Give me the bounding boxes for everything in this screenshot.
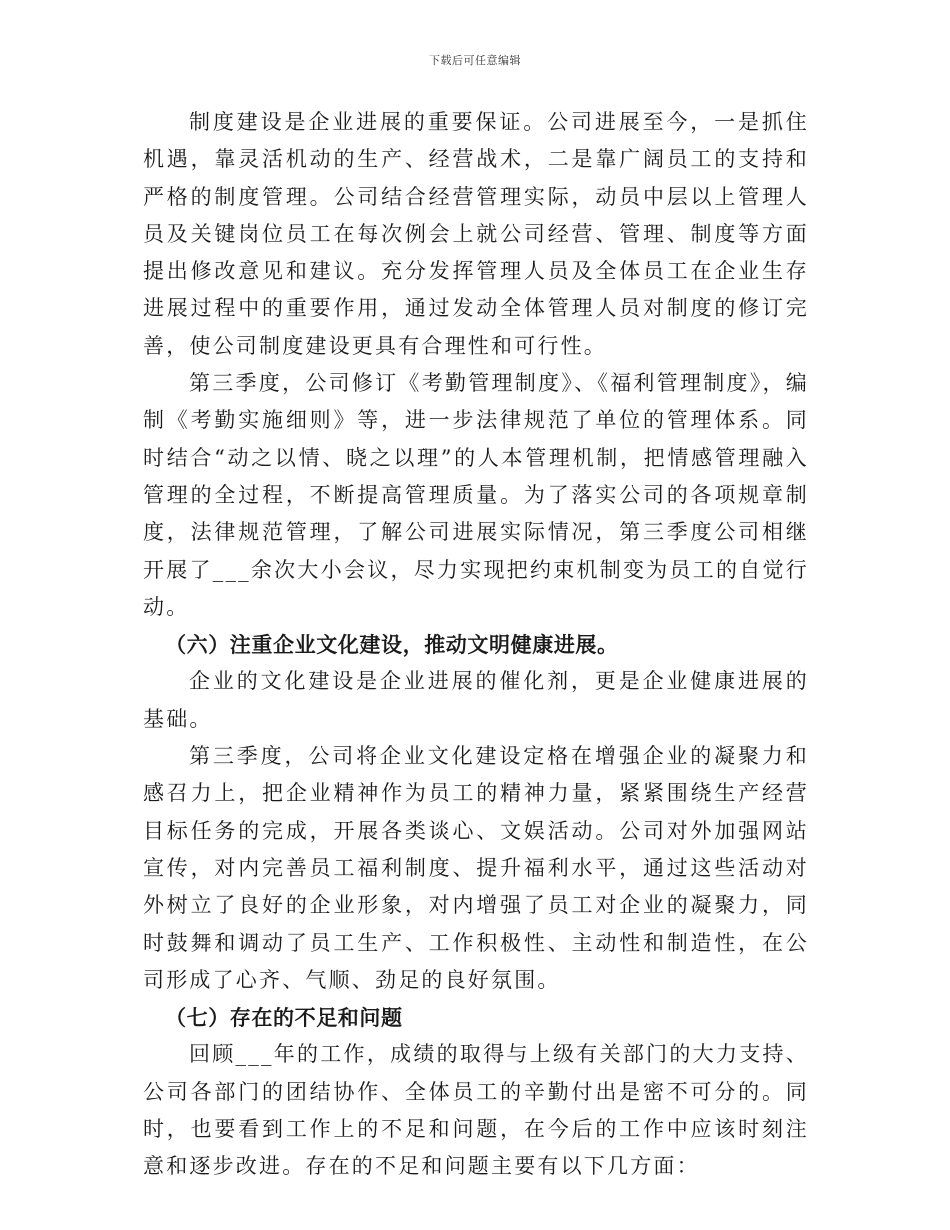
paragraph-review: 回顾___年的工作，成绩的取得与上级有关部门的大力支持、公司各部门的团结协作、全体员工的辛勤付出是密不可分的。同时，也要看到工作上的不足和问题，在今后的工作中应该时刻注意和逐步改进。存在的不足和问题主要有以下几方面： bbox=[143, 1042, 809, 1179]
page-header: 下载后可任意编辑 bbox=[429, 54, 521, 67]
document-body bbox=[143, 104, 809, 1186]
paragraph-culture-intro: 企业的文化建设是企业进展的催化剂，更是企业健康进展的基础。 bbox=[143, 669, 809, 731]
section-heading-7: （七）存在的不足和问题 bbox=[165, 1005, 403, 1031]
paragraph-system-building: 制度建设是企业进展的重要保证。公司进展至今，一是抓住机遇，靠灵活机动的生产、经营战术，二是靠广阔员工的支持和严格的制度管理。公司结合经营管理实际，动员中层以上管理人员及关键岗位员工在每次例会上就公司经营、管理、制度等方面提出修改意见和建议。充分发挥管理人员及全体员工在企业生存进展过程中的重要作用，通过发动全体管理人员对制度的修订完善，使公司制度建设更具有合理性和可行性。 bbox=[143, 110, 809, 358]
paragraph-q3-revisions: 第三季度，公司修订《考勤管理制度》、《福利管理制度》，编制《考勤实施细则》等，进一步法律规范了单位的管理体系。同时结合“动之以情、晓之以理”的人本管理机制，把情感管理融入管理的全过程，不断提高管理质量。为了落实公司的各项规章制度，法律规范管理，了解公司进展实际情况，第三季度公司相继开展了___余次大小会议，尽力实现把约束机制变为员工的自觉行动。 bbox=[143, 371, 809, 619]
paragraph-q3-culture: 第三季度，公司将企业文化建设定格在增强企业的凝聚力和感召力上，把企业精神作为员工的精神力量，紧紧围绕生产经营目标任务的完成，开展各类谈心、文娱活动。公司对外加强网站宣传，对内完善员工福利制度、提升福利水平，通过这些活动对外树立了良好的企业形象，对内增强了员工对企业的凝聚力，同时鼓舞和调动了员工生产、工作积极性、主动性和制造性，在公司形成了心齐、气顺、劲足的良好氛围。 bbox=[143, 744, 809, 992]
section-heading-6: （六）注重企业文化建设，推动文明健康进展。 bbox=[165, 632, 619, 658]
